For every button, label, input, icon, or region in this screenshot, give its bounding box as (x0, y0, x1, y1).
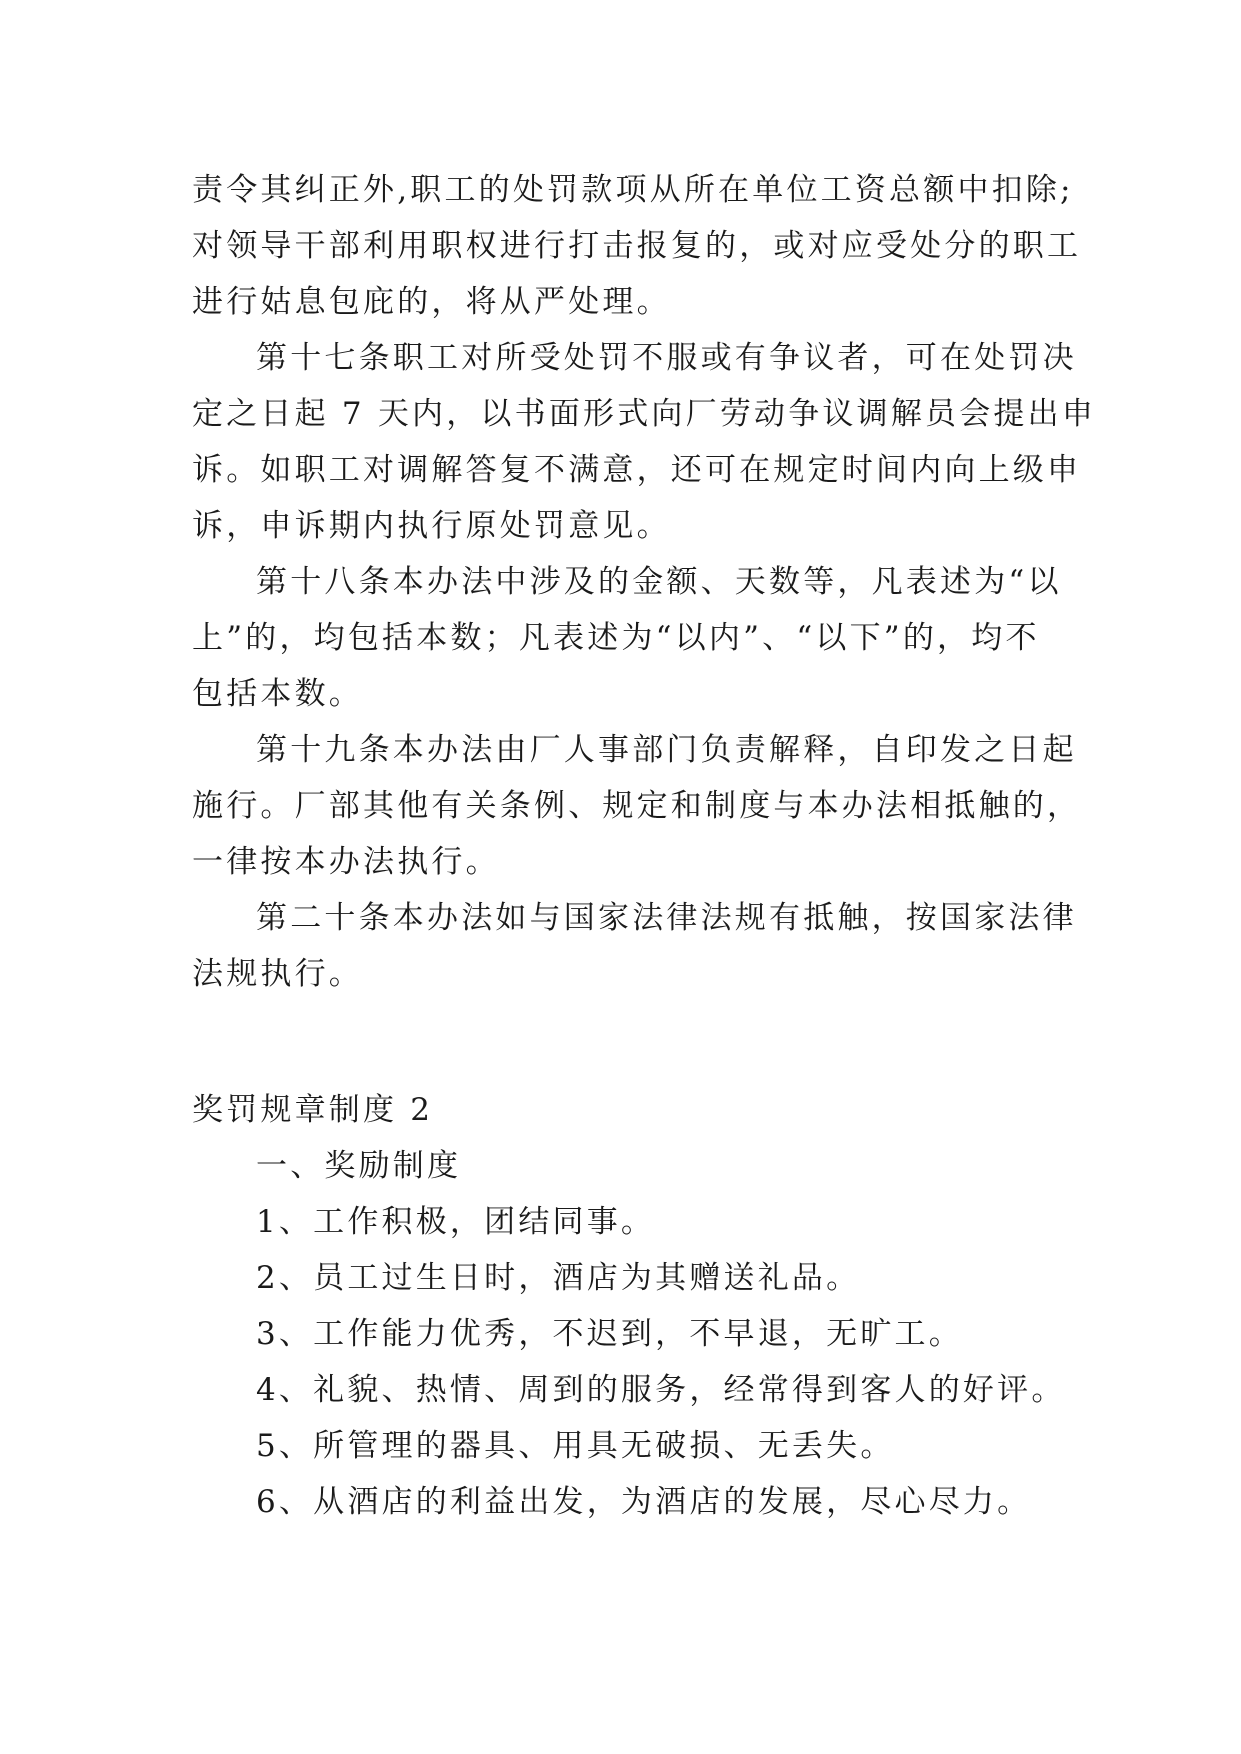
paragraph-line: 上”的，均包括本数；凡表述为“以内”、“以下”的，均不 (192, 620, 1040, 656)
list-item: 3、工作能力优秀，不迟到，不早退，无旷工。 (256, 1316, 963, 1352)
list-item: 5、所管理的器具、用具无破损、无丢失。 (256, 1428, 895, 1464)
paragraph-line: 责令其纠正外,职工的处罚款项从所在单位工资总额中扣除; (192, 172, 1074, 208)
list-item: 1、工作积极，团结同事。 (256, 1204, 656, 1240)
paragraph-line: 诉。如职工对调解答复不满意，还可在规定时间内向上级申 (192, 452, 1082, 488)
paragraph-line: 包括本数。 (192, 676, 363, 712)
paragraph-line: 施行。厂部其他有关条例、规定和制度与本办法相抵触的， (192, 788, 1082, 824)
paragraph-line: 进行姑息包庇的，将从严处理。 (192, 284, 671, 320)
section-title: 奖罚规章制度 2 (192, 1092, 434, 1128)
article-19-start: 第十九条本办法由厂人事部门负责解释，自印发之日起 (256, 732, 1077, 768)
article-17-start: 第十七条职工对所受处罚不服或有争议者，可在处罚决 (256, 340, 1077, 376)
article-18-start: 第十八条本办法中涉及的金额、天数等，凡表述为“以 (256, 564, 1062, 600)
paragraph-line: 定之日起 7 天内，以书面形式向厂劳动争议调解员会提出申 (192, 396, 1097, 432)
section-subtitle: 一、奖励制度 (256, 1148, 462, 1184)
article-20-start: 第二十条本办法如与国家法律法规有抵触，按国家法律 (256, 900, 1077, 936)
list-item: 4、礼貌、热情、周到的服务，经常得到客人的好评。 (256, 1372, 1066, 1408)
list-item: 6、从酒店的利益出发，为酒店的发展，尽心尽力。 (256, 1484, 1032, 1520)
paragraph-line: 一律按本办法执行。 (192, 844, 500, 880)
list-item: 2、员工过生日时，酒店为其赠送礼品。 (256, 1260, 861, 1296)
paragraph-line: 诉，申诉期内执行原处罚意见。 (192, 508, 671, 544)
paragraph-line: 法规执行。 (192, 956, 363, 992)
paragraph-line: 对领导干部利用职权进行打击报复的，或对应受处分的职工 (192, 228, 1082, 264)
